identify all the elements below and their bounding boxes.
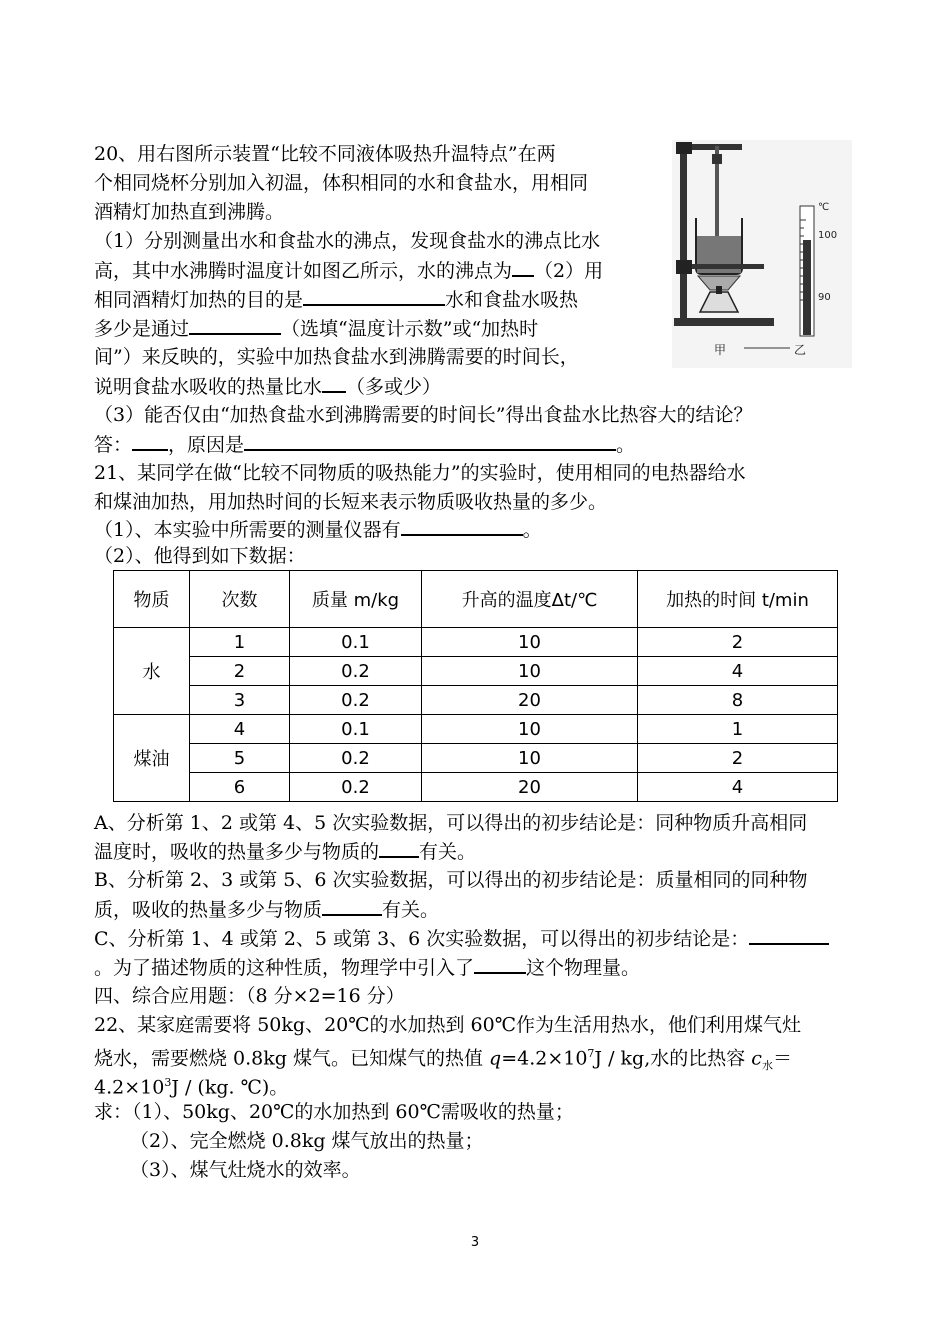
analysis-c-text-b: 。为了描述物质的这种性质，物理学中引入了 [94, 957, 475, 979]
q21-line-3 [94, 516, 542, 543]
purpose-blank[interactable] [303, 286, 445, 306]
q21-line-4: （2）、他得到如下数据： [94, 545, 306, 567]
ring-support [680, 264, 764, 269]
analysis-a-blank[interactable] [379, 838, 419, 858]
boiling-point-blank[interactable] [512, 257, 534, 277]
label-jia: 甲 [714, 343, 727, 357]
physical-quantity-blank[interactable] [474, 954, 526, 974]
header-mass: 质量 m/kg [290, 571, 422, 628]
substance-kerosene: 煤油 [114, 715, 190, 802]
analysis-a-text: 温度时，吸收的热量多少与物质的 [94, 841, 380, 863]
q20-line-1: 20、用右图所示装置“比较不同液体吸热升温特点”在两 [94, 143, 556, 165]
table-row [114, 686, 838, 715]
reason-blank[interactable] [244, 431, 616, 451]
q20-line-6-text-b: 水和食盐水吸热 [445, 289, 579, 311]
analysis-b-text: 质，吸收的热量多少与物质 [94, 899, 323, 921]
tick-90: 90 [818, 292, 831, 303]
tick-100: 100 [818, 230, 838, 241]
reason-label: ，原因是 [168, 434, 245, 456]
q22-line-2-text: 烧水，需要燃烧 0.8kg 煤气。已知煤气的热值 [94, 1047, 490, 1070]
table-row [114, 715, 838, 744]
section-4-title: 四、综合应用题：（8 分×2=16 分） [94, 985, 405, 1007]
q20-line-4: （1）分别测量出水和食盐水的沸点，发现食盐水的沸点比水 [94, 230, 601, 252]
table-row [114, 628, 838, 657]
more-less-blank[interactable] [322, 373, 346, 393]
q22-line-6: （3）、煤气灶烧水的效率。 [130, 1159, 361, 1181]
specific-heat-symbol: c [751, 1047, 762, 1070]
header-temp-rise: 升高的温度Δt/℃ [422, 571, 638, 628]
q21-line-3-text: （1）、本实验中所需要的测量仪器有 [94, 519, 401, 541]
data-table [113, 570, 838, 802]
table-cell: 4 [638, 773, 838, 802]
stand-rod [680, 144, 687, 322]
table-row [114, 773, 838, 802]
table-cell: 0.1 [290, 715, 422, 744]
q20-line-7 [94, 315, 538, 342]
header-heat-time: 加热的时间 t/min [638, 571, 838, 628]
analysis-c-line-2 [94, 954, 640, 981]
method-blank[interactable] [189, 315, 281, 335]
analysis-c-text: C、分析第 1、4 或第 2、5 或第 3、6 次实验数据，可以得出的初步结论是： [94, 928, 750, 950]
answer-blank[interactable] [132, 431, 168, 451]
table-cell: 0.2 [290, 773, 422, 802]
q22-equals: ＝ [772, 1047, 792, 1070]
table-cell: 0.1 [290, 628, 422, 657]
q22-line-4: 求：（1）、50kg、20℃的水加热到 60℃需吸收的热量； [94, 1101, 574, 1123]
q20-line-10: （3）能否仅由“加热食盐水到沸腾需要的时间长”得出食盐水比热容大的结论？ [94, 404, 753, 426]
analysis-b-end: 有关。 [382, 899, 440, 921]
analysis-a-end: 有关。 [419, 841, 477, 863]
q20-line-6 [94, 286, 578, 313]
q20-line-6-text: 相同酒精灯加热的目的是 [94, 289, 304, 311]
table-cell: 10 [422, 657, 638, 686]
analysis-b-line-1: B、分析第 2、3 或第 5、6 次实验数据，可以得出的初步结论是：质量相同的同种物 [94, 869, 808, 891]
analysis-b-line-2 [94, 896, 439, 923]
q20-line-3: 酒精灯加热直到沸腾。 [94, 201, 285, 223]
specific-heat-subscript: 水 [761, 1059, 773, 1073]
table-cell: 1 [638, 715, 838, 744]
table-cell: 4 [190, 715, 290, 744]
q22-line-5: （2）、完全燃烧 0.8kg 煤气放出的热量； [130, 1130, 484, 1152]
q21-line-2: 和煤油加热，用加热时间的长短来表示物质吸收热量的多少。 [94, 491, 608, 513]
q20-line-9-text: 说明食盐水吸收的热量比水 [94, 376, 323, 398]
q20-line-8: 间”）来反映的，实验中加热食盐水到沸腾需要的时间长， [94, 346, 579, 368]
table-cell: 1 [190, 628, 290, 657]
q22-specific-heat-exp: 3 [164, 1076, 172, 1089]
q22-specific-heat-unit: J / (kg. ℃)。 [171, 1076, 289, 1099]
table-row [114, 657, 838, 686]
table-cell: 0.2 [290, 657, 422, 686]
header-trial: 次数 [190, 571, 290, 628]
table-cell: 10 [422, 628, 638, 657]
table-cell: 6 [190, 773, 290, 802]
q22-heat-exp: 7 [587, 1047, 595, 1060]
q20-line-9-text-b: （多或少） [346, 376, 442, 398]
q22-line-2-text-b: J / kg,水的比热容 [594, 1047, 752, 1070]
analysis-b-blank[interactable] [322, 896, 382, 916]
table-row [114, 744, 838, 773]
header-substance: 物质 [114, 571, 190, 628]
q20-line-11-end: 。 [616, 434, 636, 456]
table-cell: 4 [638, 657, 838, 686]
analysis-a-line-2 [94, 838, 476, 865]
table-cell: 10 [422, 715, 638, 744]
q20-line-9 [94, 373, 441, 400]
q22-line-3 [94, 1070, 288, 1100]
q22-specific-heat: 4.2×10 [94, 1076, 165, 1099]
q20-line-11 [94, 431, 635, 458]
analysis-a-line-1: A、分析第 1、2 或第 4、5 次实验数据，可以得出的初步结论是：同种物质升高相同 [94, 812, 808, 834]
analysis-c-end: 这个物理量。 [526, 957, 641, 979]
table-header-row [114, 571, 838, 628]
table-cell: 8 [638, 686, 838, 715]
q20-line-5 [94, 257, 603, 284]
q20-line-7-text: 多少是通过 [94, 318, 190, 340]
table-cell: 20 [422, 773, 638, 802]
instruments-blank[interactable] [401, 516, 523, 536]
table-cell: 5 [190, 744, 290, 773]
table-cell: 0.2 [290, 744, 422, 773]
substance-water: 水 [114, 628, 190, 715]
table-cell: 3 [190, 686, 290, 715]
unit-label: ℃ [818, 202, 830, 213]
stand-base [674, 318, 774, 326]
table-cell: 20 [422, 686, 638, 715]
table-cell: 2 [638, 628, 838, 657]
q20-line-5-text: 高，其中水沸腾时温度计如图乙所示，水的沸点为 [94, 260, 513, 282]
q20-line-5-text-b: （2）用 [534, 260, 604, 282]
q20-line-2: 个相同烧杯分别加入初温，体积相同的水和食盐水，用相同 [94, 172, 589, 194]
heat-value-symbol: q [489, 1047, 502, 1070]
table-cell: 0.2 [290, 686, 422, 715]
label-yi: 乙 [794, 343, 807, 357]
table-cell: 10 [422, 744, 638, 773]
table-cell: 2 [190, 657, 290, 686]
q22-heat-value: =4.2×10 [501, 1047, 588, 1070]
answer-label: 答： [94, 434, 133, 456]
analysis-c-line-1 [94, 925, 829, 952]
apparatus-figure [672, 140, 852, 368]
q22-line-1: 22、某家庭需要将 50kg、20℃的水加热到 60℃作为生活用热水，他们利用煤气灶 [94, 1014, 801, 1036]
analysis-c-blank[interactable] [749, 925, 829, 945]
q21-line-1: 21、某同学在做“比较不同物质的吸热能力”的实验时，使用相同的电热器给水 [94, 462, 746, 484]
page-number: 3 [470, 1235, 480, 1250]
q21-line-3-end: 。 [522, 519, 542, 541]
q20-line-7-text-b: （选填“温度计示数”或“加热时 [281, 318, 539, 340]
table-cell: 2 [638, 744, 838, 773]
